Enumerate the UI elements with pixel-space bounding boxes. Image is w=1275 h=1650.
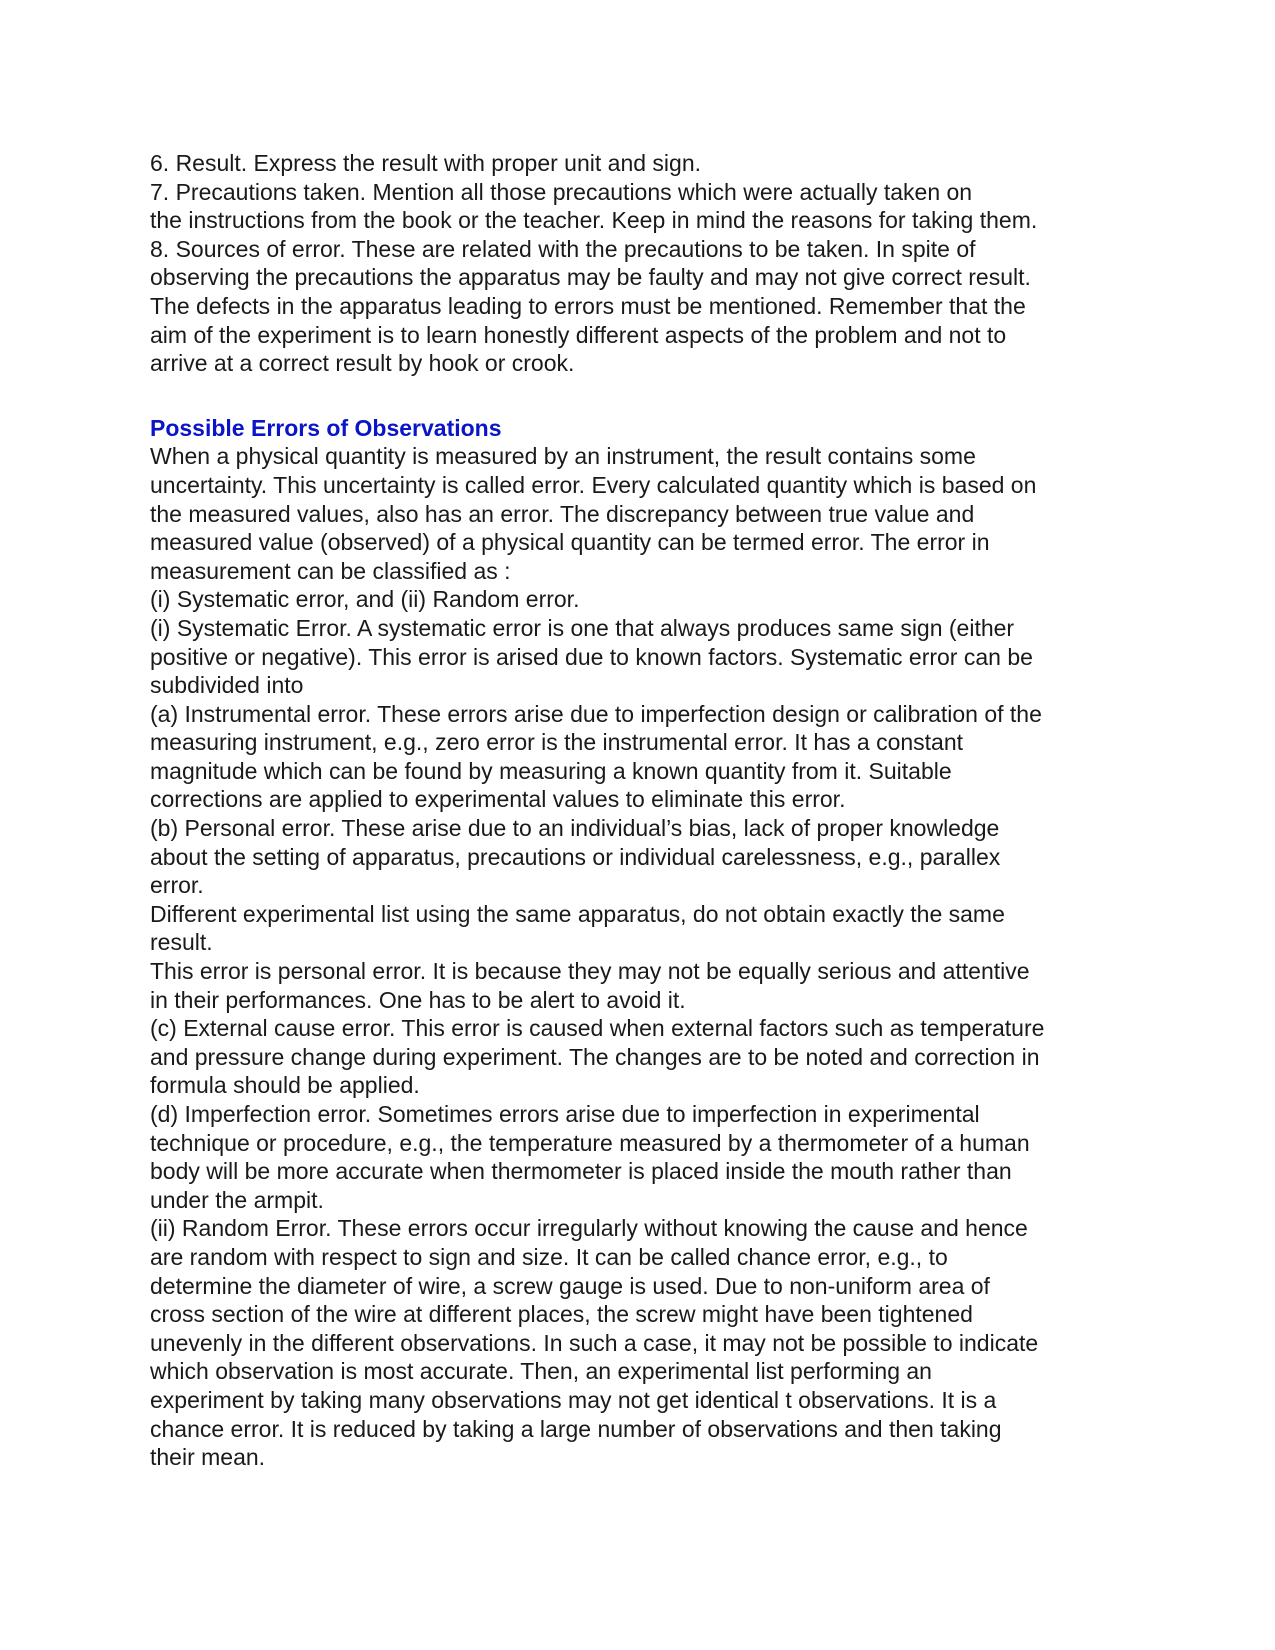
- text-line: When a physical quantity is measured by an instrument, the result contains some: [150, 443, 976, 470]
- text-line: result.: [150, 929, 213, 956]
- text-line: the measured values, also has an error. The discrepancy between true value and: [150, 500, 975, 527]
- text-line: experiment by taking many observations may not get identical t observations. It is a: [150, 1386, 997, 1413]
- paragraph-gap: [150, 378, 1140, 414]
- text-line: (i) Systematic Error. A systematic error is one that always produces same sign (either: [150, 614, 1015, 641]
- text-line: measuring instrument, e.g., zero error is the instrumental error. It has a constant: [150, 729, 964, 756]
- text-line: subdivided into: [150, 672, 304, 699]
- text-line: (b) Personal error. These arise due to an individual’s bias, lack of proper knowledge: [150, 815, 1000, 842]
- text-line: error.: [150, 872, 204, 899]
- text-line: their mean.: [150, 1444, 266, 1471]
- text-line: (i) Systematic error, and (ii) Random error.: [150, 586, 580, 613]
- text-line: observing the precautions the apparatus may be faulty and may not give correct result.: [150, 264, 1031, 291]
- text-line: 8. Sources of error. These are related with the precautions to be taken. In spite of: [150, 235, 976, 262]
- text-line: under the armpit.: [150, 1186, 324, 1213]
- text-line: measured value (observed) of a physical quantity can be termed error. The error in: [150, 529, 990, 556]
- text-line: in their performances. One has to be alert to avoid it.: [150, 986, 686, 1013]
- text-line: formula should be applied.: [150, 1072, 420, 1099]
- text-line: 6. Result. Express the result with proper unit and sign.: [150, 150, 702, 176]
- text-line: cross section of the wire at different places, the screw might have been tightened: [150, 1301, 973, 1328]
- section-body: [150, 442, 1140, 1471]
- text-line: corrections are applied to experimental values to eliminate this error.: [150, 786, 846, 813]
- text-line: arrive at a correct result by hook or crook.: [150, 350, 575, 377]
- section-heading: Possible Errors of Observations: [150, 414, 502, 441]
- text-line: (d) Imperfection error. Sometimes errors arise due to imperfection in experimental: [150, 1101, 980, 1127]
- text-line: aim of the experiment is to learn honestly different aspects of the problem and not to: [150, 321, 1007, 348]
- text-line: (a) Instrumental error. These errors arise due to imperfection design or calibration of the: [150, 700, 1042, 727]
- text-line: technique or procedure, e.g., the temperature measured by a thermometer of a human: [150, 1129, 1030, 1156]
- text-line: body will be more accurate when thermometer is placed inside the mouth rather than: [150, 1158, 1012, 1185]
- text-line: The defects in the apparatus leading to errors must be mentioned. Remember that the: [150, 292, 1026, 319]
- text-line: the instructions from the book or the teacher. Keep in mind the reasons for taking them.: [150, 207, 1038, 234]
- text-line: (ii) Random Error. These errors occur irregularly without knowing the cause and hence: [150, 1215, 1028, 1242]
- text-line: positive or negative). This error is arised due to known factors. Systematic error can be: [150, 643, 1033, 670]
- text-line: Different experimental list using the same apparatus, do not obtain exactly the same: [150, 900, 1005, 927]
- intro-paragraph: [150, 149, 1140, 378]
- text-line: uncertainty. This uncertainty is called error. Every calculated quantity which is based on: [150, 471, 1037, 498]
- text-line: 7. Precautions taken. Mention all those precautions which were actually taken on: [150, 178, 973, 205]
- text-line: which observation is most accurate. Then, an experimental list performing an: [150, 1358, 932, 1385]
- text-line: and pressure change during experiment. The changes are to be noted and correction in: [150, 1043, 1040, 1070]
- document-page: [150, 149, 1140, 1472]
- text-line: unevenly in the different observations. In such a case, it may not be possible to indicate: [150, 1329, 1039, 1356]
- text-line: measurement can be classified as :: [150, 557, 511, 584]
- text-line: (c) External cause error. This error is caused when external factors such as temperature: [150, 1015, 1045, 1042]
- text-line: This error is personal error. It is because they may not be equally serious and attentive: [150, 958, 1030, 985]
- text-line: about the setting of apparatus, precautions or individual carelessness, e.g., parallex: [150, 843, 1001, 870]
- text-line: magnitude which can be found by measuring a known quantity from it. Suitable: [150, 757, 952, 784]
- text-line: determine the diameter of wire, a screw gauge is used. Due to non-uniform area of: [150, 1272, 990, 1299]
- text-line: are random with respect to sign and size. It can be called chance error, e.g., to: [150, 1243, 948, 1270]
- text-line: chance error. It is reduced by taking a large number of observations and then taking: [150, 1415, 1002, 1442]
